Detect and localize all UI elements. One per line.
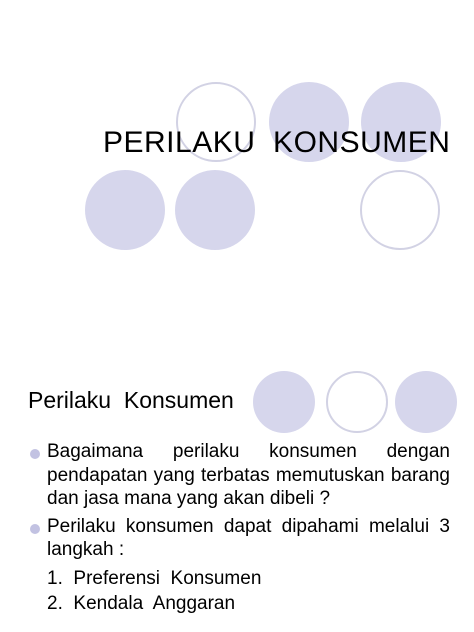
decorative-circle bbox=[360, 170, 440, 250]
decorative-circle bbox=[395, 371, 457, 433]
bullet-item bbox=[30, 440, 450, 511]
slide-content bbox=[0, 346, 474, 632]
bullet-list bbox=[30, 440, 450, 616]
bullet-dot-icon bbox=[30, 524, 40, 534]
step-item: 1. Preferensi Konsumen bbox=[47, 567, 262, 589]
decorative-circle bbox=[326, 371, 388, 433]
decorative-circle bbox=[175, 170, 255, 250]
decorative-circle bbox=[85, 170, 165, 250]
bullet-text: Bagaimana perilaku konsumen dengan pendapatan yang terbatas memutuskan barang dan jasa mana yang akan dibeli ? bbox=[47, 441, 450, 509]
bullet-text: Perilaku konsumen dapat dipahami melalui 3 langkah : bbox=[47, 515, 450, 560]
decorative-circle bbox=[253, 371, 315, 433]
slide-title-text: PERILAKU KONSUMEN bbox=[103, 126, 451, 159]
slide-heading: Perilaku Konsumen bbox=[28, 387, 234, 413]
step-item: 2. Kendala Anggaran bbox=[47, 592, 236, 614]
bullet-dot-icon bbox=[30, 449, 40, 459]
bullet-item bbox=[30, 515, 450, 562]
